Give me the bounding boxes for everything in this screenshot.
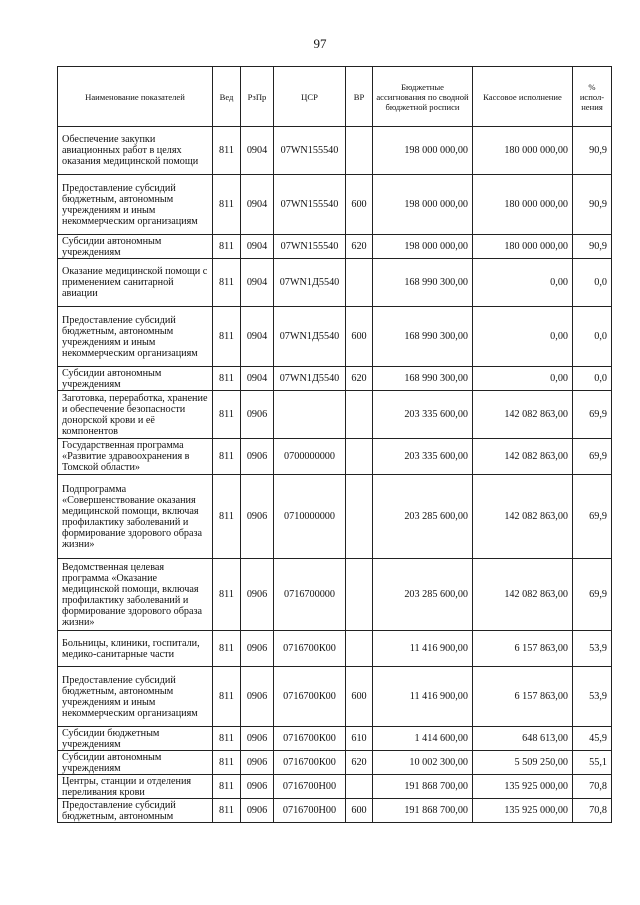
table-cell-ved: 811 bbox=[213, 259, 241, 307]
header-vr: ВР bbox=[346, 67, 373, 127]
table-cell-ved: 811 bbox=[213, 727, 241, 751]
table-cell-rzpr: 0906 bbox=[241, 751, 274, 775]
table-cell-assignments: 203 335 600,00 bbox=[373, 391, 473, 439]
table-cell-vr: 600 bbox=[346, 667, 373, 727]
table-cell-percent: 45,9 bbox=[573, 727, 612, 751]
table-cell-name: Субсидии автономным учреждениям bbox=[58, 751, 213, 775]
table-cell-assignments: 198 000 000,00 bbox=[373, 127, 473, 175]
table-header-row bbox=[58, 67, 612, 127]
table-cell-name: Центры, станции и отделения переливания крови bbox=[58, 775, 213, 799]
table-cell-rzpr: 0904 bbox=[241, 259, 274, 307]
table-body bbox=[58, 127, 612, 823]
table-cell-rzpr: 0904 bbox=[241, 175, 274, 235]
table-row bbox=[58, 799, 612, 823]
table-cell-ved: 811 bbox=[213, 391, 241, 439]
table-cell-vr bbox=[346, 631, 373, 667]
table-cell-csr: 07WN1Д5540 bbox=[274, 367, 346, 391]
table-cell-ved: 811 bbox=[213, 307, 241, 367]
table-cell-vr: 620 bbox=[346, 751, 373, 775]
header-percent: % испол-нения bbox=[573, 67, 612, 127]
table-cell-csr: 07WN155540 bbox=[274, 127, 346, 175]
table-cell-csr: 0716700К00 bbox=[274, 631, 346, 667]
table-cell-percent: 90,9 bbox=[573, 175, 612, 235]
table-cell-csr: 07WN1Д5540 bbox=[274, 259, 346, 307]
table-cell-assignments: 11 416 900,00 bbox=[373, 631, 473, 667]
table-cell-vr: 610 bbox=[346, 727, 373, 751]
table-cell-percent: 70,8 bbox=[573, 799, 612, 823]
table-row bbox=[58, 175, 612, 235]
table-cell-rzpr: 0904 bbox=[241, 127, 274, 175]
table-cell-assignments: 198 000 000,00 bbox=[373, 235, 473, 259]
table-row bbox=[58, 235, 612, 259]
table-cell-rzpr: 0906 bbox=[241, 727, 274, 751]
table-cell-percent: 90,9 bbox=[573, 235, 612, 259]
table-cell-cash: 142 082 863,00 bbox=[473, 439, 573, 475]
table-cell-ved: 811 bbox=[213, 127, 241, 175]
table-cell-name: Государственная программа «Развитие здравоохранения в Томской области» bbox=[58, 439, 213, 475]
table-cell-cash: 648 613,00 bbox=[473, 727, 573, 751]
table-cell-csr: 0716700000 bbox=[274, 559, 346, 631]
table-cell-cash: 135 925 000,00 bbox=[473, 799, 573, 823]
table-cell-assignments: 10 002 300,00 bbox=[373, 751, 473, 775]
table-cell-cash: 0,00 bbox=[473, 259, 573, 307]
table-row bbox=[58, 259, 612, 307]
table-cell-name: Предоставление субсидий бюджетным, автономным учреждениям и иным некоммерческим организациям bbox=[58, 175, 213, 235]
table-row bbox=[58, 127, 612, 175]
table-cell-vr: 620 bbox=[346, 235, 373, 259]
table-cell-name: Обеспечение закупки авиационных работ в целях оказания медицинской помощи bbox=[58, 127, 213, 175]
table-cell-cash: 0,00 bbox=[473, 367, 573, 391]
table-cell-percent: 69,9 bbox=[573, 391, 612, 439]
table-cell-name: Субсидии автономным учреждениям bbox=[58, 367, 213, 391]
table-cell-vr bbox=[346, 775, 373, 799]
table-cell-name: Предоставление субсидий бюджетным, автономным учреждениям и иным некоммерческим организациям bbox=[58, 307, 213, 367]
table-cell-ved: 811 bbox=[213, 559, 241, 631]
table-row bbox=[58, 307, 612, 367]
table-cell-cash: 0,00 bbox=[473, 307, 573, 367]
table-cell-csr: 07WN155540 bbox=[274, 235, 346, 259]
table-cell-name: Заготовка, переработка, хранение и обеспечение безопасности донорской крови и её компонентов bbox=[58, 391, 213, 439]
table-cell-assignments: 198 000 000,00 bbox=[373, 175, 473, 235]
table-cell-csr: 0716700Н00 bbox=[274, 775, 346, 799]
table-cell-assignments: 203 335 600,00 bbox=[373, 439, 473, 475]
table-cell-vr bbox=[346, 127, 373, 175]
table-cell-cash: 180 000 000,00 bbox=[473, 175, 573, 235]
table-row bbox=[58, 751, 612, 775]
table-cell-rzpr: 0906 bbox=[241, 775, 274, 799]
table-cell-percent: 70,8 bbox=[573, 775, 612, 799]
table-cell-rzpr: 0904 bbox=[241, 235, 274, 259]
table-cell-name: Предоставление субсидий бюджетным, автономным bbox=[58, 799, 213, 823]
table-cell-assignments: 191 868 700,00 bbox=[373, 799, 473, 823]
table-cell-cash: 142 082 863,00 bbox=[473, 559, 573, 631]
table-cell-ved: 811 bbox=[213, 667, 241, 727]
table-cell-cash: 180 000 000,00 bbox=[473, 127, 573, 175]
table-row bbox=[58, 559, 612, 631]
header-assignments: Бюджетные ассигнования по сводной бюджетной росписи bbox=[373, 67, 473, 127]
table-cell-percent: 0,0 bbox=[573, 307, 612, 367]
table-cell-percent: 69,9 bbox=[573, 439, 612, 475]
table-cell-name: Ведомственная целевая программа «Оказание медицинской помощи, включая профилактику заболеваний и формирование здорового образа жизни» bbox=[58, 559, 213, 631]
table-cell-ved: 811 bbox=[213, 631, 241, 667]
table-row bbox=[58, 775, 612, 799]
table-cell-cash: 6 157 863,00 bbox=[473, 667, 573, 727]
table-row bbox=[58, 727, 612, 751]
table-cell-name: Субсидии автономным учреждениям bbox=[58, 235, 213, 259]
table-cell-rzpr: 0906 bbox=[241, 391, 274, 439]
table-cell-assignments: 168 990 300,00 bbox=[373, 259, 473, 307]
table-row bbox=[58, 475, 612, 559]
table-cell-ved: 811 bbox=[213, 175, 241, 235]
table-cell-ved: 811 bbox=[213, 235, 241, 259]
table-cell-csr: 0700000000 bbox=[274, 439, 346, 475]
table-cell-assignments: 203 285 600,00 bbox=[373, 559, 473, 631]
table-cell-percent: 0,0 bbox=[573, 259, 612, 307]
table-cell-rzpr: 0906 bbox=[241, 799, 274, 823]
table-cell-csr: 0716700Н00 bbox=[274, 799, 346, 823]
table-cell-ved: 811 bbox=[213, 475, 241, 559]
table-cell-ved: 811 bbox=[213, 751, 241, 775]
table-cell-vr: 600 bbox=[346, 307, 373, 367]
table-cell-name: Субсидии бюджетным учреждениям bbox=[58, 727, 213, 751]
table-row bbox=[58, 391, 612, 439]
table-cell-csr: 0716700К00 bbox=[274, 751, 346, 775]
table-cell-rzpr: 0906 bbox=[241, 631, 274, 667]
table-cell-rzpr: 0906 bbox=[241, 439, 274, 475]
table-cell-csr: 0716700К00 bbox=[274, 727, 346, 751]
table-cell-ved: 811 bbox=[213, 799, 241, 823]
table-cell-assignments: 11 416 900,00 bbox=[373, 667, 473, 727]
table-cell-vr: 620 bbox=[346, 367, 373, 391]
table-cell-assignments: 168 990 300,00 bbox=[373, 367, 473, 391]
table-cell-ved: 811 bbox=[213, 439, 241, 475]
table-cell-cash: 6 157 863,00 bbox=[473, 631, 573, 667]
table-cell-csr bbox=[274, 391, 346, 439]
table-cell-vr bbox=[346, 439, 373, 475]
table-row bbox=[58, 631, 612, 667]
table-row bbox=[58, 667, 612, 727]
table-cell-cash: 5 509 250,00 bbox=[473, 751, 573, 775]
table-cell-cash: 180 000 000,00 bbox=[473, 235, 573, 259]
table-cell-csr: 0716700К00 bbox=[274, 667, 346, 727]
table-cell-ved: 811 bbox=[213, 775, 241, 799]
table-cell-name: Больницы, клиники, госпитали, медико-санитарные части bbox=[58, 631, 213, 667]
table-cell-assignments: 1 414 600,00 bbox=[373, 727, 473, 751]
header-rzpr: РзПр bbox=[241, 67, 274, 127]
table-cell-rzpr: 0906 bbox=[241, 559, 274, 631]
table-cell-vr bbox=[346, 391, 373, 439]
table-cell-rzpr: 0906 bbox=[241, 475, 274, 559]
table-cell-rzpr: 0904 bbox=[241, 307, 274, 367]
table-cell-vr: 600 bbox=[346, 175, 373, 235]
table-cell-cash: 142 082 863,00 bbox=[473, 475, 573, 559]
table-cell-percent: 90,9 bbox=[573, 127, 612, 175]
table-cell-percent: 53,9 bbox=[573, 667, 612, 727]
table-cell-percent: 69,9 bbox=[573, 559, 612, 631]
table-cell-vr bbox=[346, 475, 373, 559]
table-cell-ved: 811 bbox=[213, 367, 241, 391]
table-cell-percent: 53,9 bbox=[573, 631, 612, 667]
table-cell-cash: 142 082 863,00 bbox=[473, 391, 573, 439]
budget-table bbox=[57, 66, 612, 823]
table-cell-csr: 07WN155540 bbox=[274, 175, 346, 235]
header-name: Наименование показателей bbox=[58, 67, 213, 127]
table-cell-assignments: 191 868 700,00 bbox=[373, 775, 473, 799]
header-ved: Вед bbox=[213, 67, 241, 127]
table-cell-assignments: 203 285 600,00 bbox=[373, 475, 473, 559]
table-cell-name: Предоставление субсидий бюджетным, автономным учреждениям и иным некоммерческим организациям bbox=[58, 667, 213, 727]
table-cell-csr: 0710000000 bbox=[274, 475, 346, 559]
table-cell-vr: 600 bbox=[346, 799, 373, 823]
table-cell-csr: 07WN1Д5540 bbox=[274, 307, 346, 367]
header-csr: ЦСР bbox=[274, 67, 346, 127]
table-cell-percent: 69,9 bbox=[573, 475, 612, 559]
table-cell-cash: 135 925 000,00 bbox=[473, 775, 573, 799]
table-cell-name: Подпрограмма «Совершенствование оказания медицинской помощи, включая профилактику заболеваний и формирование здорового образа жизни» bbox=[58, 475, 213, 559]
table-row bbox=[58, 367, 612, 391]
table-cell-vr bbox=[346, 259, 373, 307]
page-number: 97 bbox=[313, 36, 327, 51]
table-cell-vr bbox=[346, 559, 373, 631]
table-row bbox=[58, 439, 612, 475]
table-cell-name: Оказание медицинской помощи с применением санитарной авиации bbox=[58, 259, 213, 307]
table-cell-percent: 55,1 bbox=[573, 751, 612, 775]
header-cash: Кассовое исполнение bbox=[473, 67, 573, 127]
table-cell-rzpr: 0906 bbox=[241, 667, 274, 727]
table-cell-assignments: 168 990 300,00 bbox=[373, 307, 473, 367]
table-cell-rzpr: 0904 bbox=[241, 367, 274, 391]
table-cell-percent: 0,0 bbox=[573, 367, 612, 391]
